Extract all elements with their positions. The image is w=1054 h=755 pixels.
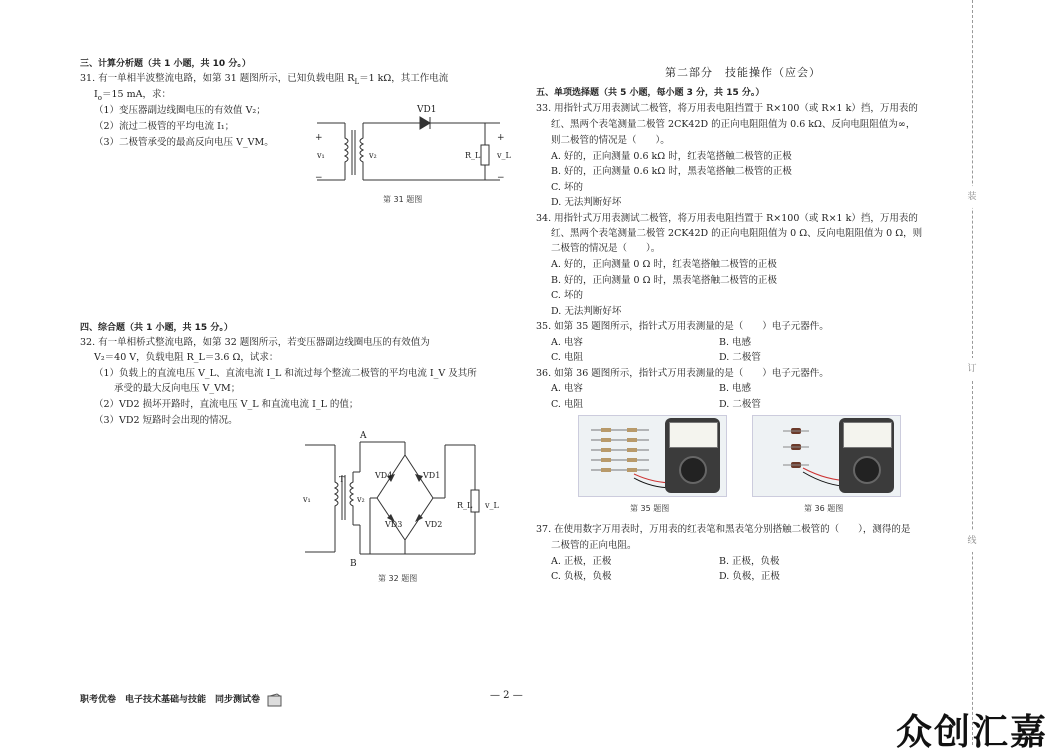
q34-line3: 二极管的情况是（ ）。 (551, 243, 661, 254)
fig32-caption: 第 32 题图 (378, 574, 418, 583)
q32-item2: （2）VD2 损坏开路时，直流电压 V_L 和直流电流 I_L 的值； (94, 399, 359, 410)
q37-option-c: C. 负极，负极 (551, 571, 612, 582)
q34-option-d: D. 无法判断好坏 (551, 306, 622, 317)
svg-text:R_L: R_L (465, 151, 481, 160)
q35-line1: 35. 如第 35 题图所示，指针式万用表测量的是（ ）电子元器件。 (536, 321, 829, 332)
q36-option-d: D. 二极管 (719, 399, 761, 410)
q34-option-a: A. 好的，正向测量 0 Ω 时，红表笔搭触二极管的正极 (551, 259, 777, 270)
q34-option-c: C. 坏的 (551, 290, 583, 301)
svg-text:v₂: v₂ (357, 495, 365, 504)
q36-option-a: A. 电容 (551, 383, 583, 394)
q32-line2: V₂＝40 V，负载电阻 R_L＝3.6 Ω，试求： (94, 352, 279, 363)
q31-item2: （2）流过二极管的平均电流 I₁； (94, 121, 235, 132)
q34-line2: 红、黑两个表笔测量二极管 2CK42D 的正向电阻阻值为 0 Ω、反向电阻阻值为 0 Ω，则 (551, 228, 923, 239)
q34-option-b: B. 好的，正向测量 0 Ω 时，黑表笔搭触二极管的正极 (551, 275, 778, 286)
svg-text:VD1: VD1 (423, 471, 441, 480)
q32-item3: （3）VD2 短路时会出现的情况。 (94, 415, 238, 426)
q37-option-a: A. 正极，正极 (551, 556, 612, 567)
q35-option-b: B. 电感 (719, 337, 752, 348)
q33-line2: 红、黑两个表笔测量二极管 2CK42D 的正向电阻阻值为 0.6 kΩ、反向电阻阻值为∞， (551, 119, 916, 130)
q31-line2: $I_o=15$ mA，求： (94, 89, 171, 102)
q31-item1: （1）变压器副边线圈电压的有效值 V₂； (94, 105, 266, 116)
q37-line1: 37. 在使用数字万用表时，万用表的红表笔和黑表笔分别搭触二极管的（ ），测得的是 (536, 524, 911, 535)
binding-mark-1: 装 (961, 186, 983, 208)
section-4-title: 四、综合题（共 1 小题，共 15 分。） (80, 323, 233, 333)
q33-line1: 33. 用指针式万用表测试二极管，将万用表电阻挡置于 R×100（或 R×1 k）挡，万用表的 (536, 103, 918, 114)
q37-option-d: D. 负极，正极 (719, 571, 780, 582)
svg-text:v₁: v₁ (317, 151, 325, 160)
fig36-photo (752, 415, 901, 497)
svg-text:VD2: VD2 (425, 520, 443, 529)
svg-text:VD3: VD3 (385, 520, 403, 529)
q36-option-c: C. 电阻 (551, 399, 583, 410)
svg-text:−: − (315, 173, 323, 183)
svg-text:A: A (360, 431, 367, 441)
q33-option-a: A. 好的，正向测量 0.6 kΩ 时，红表笔搭触二极管的正极 (551, 151, 792, 162)
fig31-circuit (305, 100, 515, 195)
svg-text:+: + (497, 133, 505, 143)
q32-item1a: （1）负载上的直流电压 V_L、直流电流 I_L 和流过每个整流二极管的平均电流 I_V 及其所 (94, 368, 477, 379)
q31-item3: （3）二极管承受的最高反向电压 V_VM。 (94, 137, 274, 148)
page-number: — 2 — (490, 690, 523, 701)
svg-text:+: + (315, 133, 323, 143)
q33-line3: 则二极管的情况是（ ）。 (551, 135, 670, 146)
q31-line1: 31. 有一单相半波整流电路，如第 31 题图所示，已知负载电阻 $R_L=1$ kΩ，其工作电流 (80, 73, 449, 86)
q33-option-c: C. 坏的 (551, 182, 583, 193)
footer-title: 职考优卷 电子技术基础与技能 同步测试卷 (80, 692, 283, 707)
fig35-photo (578, 415, 727, 497)
binding-mark-2: 订 (961, 358, 983, 380)
svg-text:−: − (497, 173, 505, 183)
svg-text:B: B (350, 559, 357, 569)
q32-item1b: 承受的最大反向电压 V_VM； (114, 383, 241, 394)
q37-line2: 二极管的正向电阻。 (551, 540, 637, 551)
svg-text:v₂: v₂ (369, 151, 377, 160)
fig31-caption: 第 31 题图 (383, 195, 423, 204)
book-icon (267, 693, 283, 707)
q32-line1: 32. 有一单相桥式整流电路，如第 32 题图所示，若变压器副边线圈电压的有效值为 (80, 337, 430, 348)
watermark: 众创汇嘉 (896, 712, 1049, 753)
fig32-circuit (295, 430, 510, 570)
q33-option-d: D. 无法判断好坏 (551, 197, 622, 208)
svg-text:v₁: v₁ (303, 495, 311, 504)
q36-option-b: B. 电感 (719, 383, 752, 394)
q35-option-a: A. 电容 (551, 337, 583, 348)
svg-text:VD4: VD4 (375, 471, 393, 480)
svg-text:R_L: R_L (457, 501, 473, 510)
section-3-title: 三、计算分析题（共 1 小题，共 10 分。） (80, 59, 251, 69)
q36-line1: 36. 如第 36 题图所示，指针式万用表测量的是（ ）电子元器件。 (536, 368, 829, 379)
q34-line1: 34. 用指针式万用表测试二极管，将万用表电阻挡置于 R×100（或 R×1 k）挡，万用表的 (536, 213, 918, 224)
svg-text:v_L: v_L (497, 151, 511, 160)
fig31-vd1-label: VD1 (417, 105, 437, 115)
q35-option-d: D. 二极管 (719, 352, 761, 363)
binding-mark-3: 线 (961, 530, 983, 552)
q37-option-b: B. 正极，负极 (719, 556, 780, 567)
q33-option-b: B. 好的，正向测量 0.6 kΩ 时，黑表笔搭触二极管的正极 (551, 166, 792, 177)
part-title: 第二部分 技能操作（应会） (665, 66, 821, 79)
svg-text:v_L: v_L (485, 501, 499, 510)
svg-text:T: T (339, 475, 345, 484)
fig36-caption: 第 36 题图 (804, 504, 844, 513)
section-5-title: 五、单项选择题（共 5 小题，每小题 3 分，共 15 分。） (536, 88, 765, 98)
q35-option-c: C. 电阻 (551, 352, 583, 363)
fig35-caption: 第 35 题图 (630, 504, 670, 513)
